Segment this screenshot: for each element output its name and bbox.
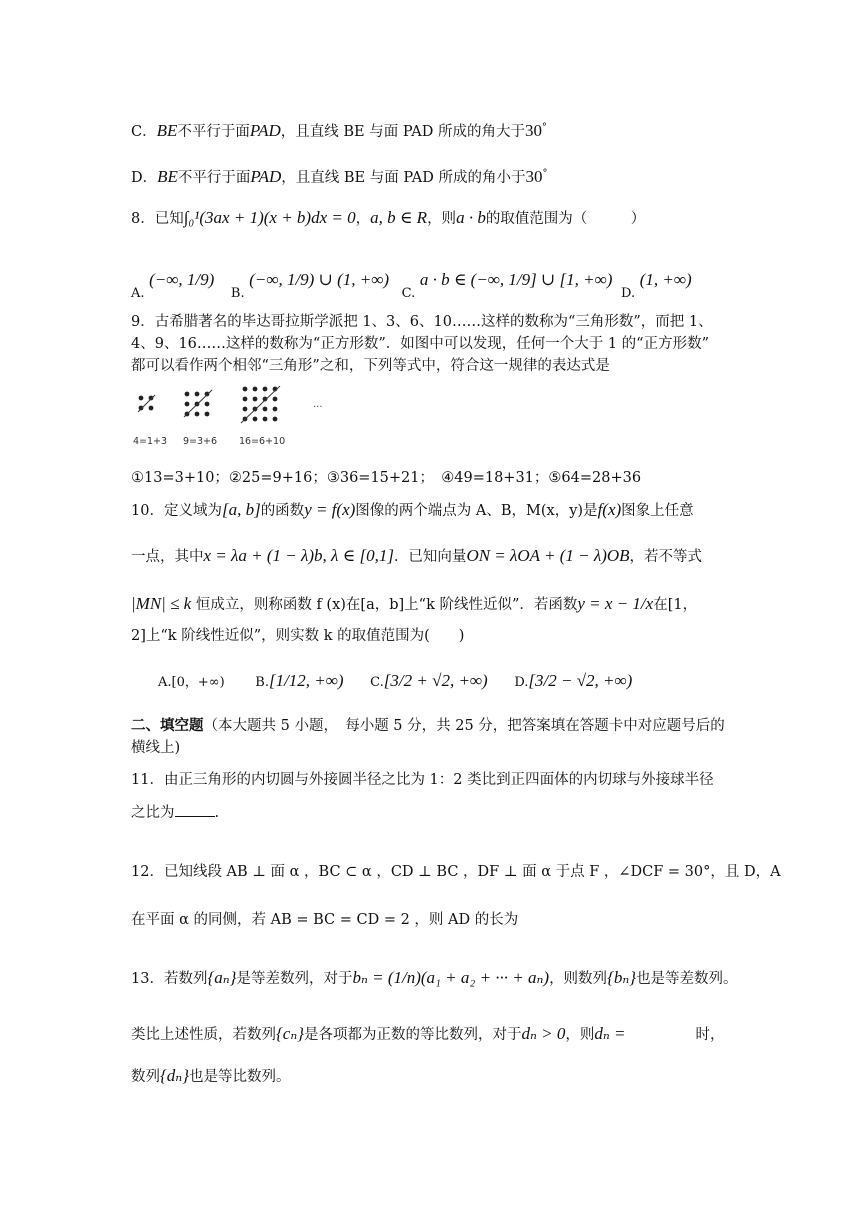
math: [a, b] (221, 500, 261, 519)
math: f(x) (597, 500, 622, 519)
text: ，则 (565, 1027, 595, 1043)
math: BE (157, 166, 178, 186)
q10-line-3 (131, 594, 697, 615)
text: ．已知向量 (393, 549, 467, 565)
integral-equation: ∫₀¹(3ax + 1)(x + b)dx = 0 (183, 208, 356, 227)
q12-line-2: 在平面 α 的同侧，若 AB = BC = CD = 2 ，则 AD 的长为 (131, 912, 519, 928)
q10-options (158, 666, 632, 696)
section-title: 二、填空题 (131, 717, 204, 734)
q12-line-1: 12．已知线段 AB ⊥ 面 α ，BC ⊂ α ，CD ⊥ BC ，DF ⊥ 面 α 于点 F ，∠DCF = 30°，且 D，A (131, 864, 781, 880)
option-label: D. (620, 286, 636, 301)
q13-line-1 (131, 968, 738, 989)
angle-value: 30 (525, 166, 543, 186)
q7-option-c (131, 118, 547, 142)
math: {dₙ} (160, 1066, 189, 1085)
text: 的函数 (260, 503, 305, 519)
text: 13．若数列 (131, 971, 208, 987)
text: 不平行于面 (177, 169, 251, 186)
q9-options: ①13=3+10；②25=9+16；③36=15+21； ④49=18+31；⑤64=28+36 (131, 470, 642, 486)
text: 图象上任意 (621, 503, 694, 519)
q10-line-2 (131, 546, 702, 567)
text: ，且直线 BE 与面 PAD 所成的角小于 (281, 169, 526, 186)
text: ，则 (427, 211, 457, 227)
math: |MN| ≤ k (131, 594, 192, 613)
q9-line-3: 都可以看作两个相邻“三角形”之和，下列等式中，符合这一规律的表达式是 (131, 358, 610, 374)
figure-label: 9=3+6 (183, 436, 218, 447)
option-d: [3/2 − √2, +∞) (528, 671, 633, 690)
degree-mark: ° (541, 122, 547, 133)
answer-blank[interactable] (175, 802, 215, 817)
option-label: C． (131, 123, 157, 140)
q10-line-1 (131, 500, 694, 521)
vector-equation: ON = λOA + (1 − λ)OB (466, 546, 630, 565)
text: ，则数列 (549, 971, 608, 987)
math: dₙ = (594, 1024, 626, 1043)
text: ，且直线 BE 与面 PAD 所成的角大于 (280, 123, 525, 140)
section-2-header (131, 716, 725, 736)
q13-line-2 (131, 1024, 725, 1045)
figure-label: 4=1+3 (133, 436, 168, 447)
math: bₙ = (1/n)(a₁ + a₂ + ··· + aₙ) (352, 968, 550, 987)
text: 也是等比数列。 (189, 1069, 291, 1085)
figure-label: 16=6+10 (239, 436, 286, 447)
option-b: (−∞, 1/9) ∪ (1, +∞) (249, 270, 389, 289)
text: 数列 (131, 1069, 160, 1085)
math: y = f(x) (304, 500, 356, 519)
q11-line-1: 11．由正三角形的内切圆与外接圆半径之比为 1：2 类比到正四面体的内切球与外接球半径 (131, 772, 714, 788)
math: PAD (250, 166, 282, 186)
math: a, b ∈ R (370, 208, 428, 227)
text: 之比为 (131, 805, 175, 821)
q9-line-1: 9．古希腊著名的毕达哥拉斯学派把 1、3、6、10……这样的数称为“三角形数”，而把 1、 (131, 314, 713, 330)
figure-ellipsis: ··· (313, 402, 323, 413)
q8-stem (131, 208, 645, 229)
text: 也是等差数列。 (636, 971, 738, 987)
text: 不平行于面 (177, 123, 250, 140)
text: 在[1， (653, 597, 698, 613)
option-label: D. (514, 675, 529, 690)
text: 是等差数列，对于 (236, 971, 353, 987)
q10-line-4: 2]上“k 阶线性近似”，则实数 k 的取值范围为( ) (131, 628, 465, 644)
angle-value: 30 (524, 120, 542, 140)
section-2-header-cont: 横线上) (131, 740, 181, 756)
option-label: B. (255, 675, 269, 690)
text: . (214, 805, 220, 821)
option-c: a · b ∈ (−∞, 1/9] ∪ [1, +∞) (419, 270, 613, 289)
option-label: D． (131, 169, 158, 186)
text: 是各项都为正数的等比数列，对于 (304, 1027, 522, 1043)
text: 类比上述性质，若数列 (131, 1027, 276, 1043)
text: 图像的两个端点为 A、B，M(x，y)是 (355, 503, 598, 519)
math: x = λa + (1 − λ)b, λ ∈ [0,1] (203, 546, 394, 565)
math: {cₙ} (276, 1024, 305, 1043)
option-label: C. (401, 286, 416, 301)
option-b: [1/12, +∞) (268, 671, 344, 690)
text: 8．已知 (131, 211, 184, 227)
option-label: B. (230, 286, 245, 301)
text: 一点，其中 (131, 549, 204, 565)
option-a: A.[0，+∞) (158, 675, 225, 690)
dot-pattern-diagram (131, 386, 331, 452)
degree-mark: ° (542, 168, 548, 179)
text: 时， (695, 1027, 725, 1043)
math: dₙ > 0 (521, 1024, 566, 1043)
q9-line-2: 4、9、16……这样的数称为“正方形数”．如图中可以发现，任何一个大于 1 的“正方形数” (131, 336, 709, 352)
math: {bₙ} (607, 968, 637, 987)
q13-line-3 (131, 1066, 291, 1087)
option-label: C. (370, 675, 384, 690)
section-description: （本大题共 5 小题， 每小题 5 分，共 25 分，把答案填在答题卡中对应题号后的 (203, 718, 725, 734)
math: PAD (249, 120, 281, 140)
math: y = x − 1/x (577, 594, 654, 613)
option-d: (1, +∞) (639, 270, 692, 289)
text: 的取值范围为（ ） (485, 211, 646, 227)
text: 10．定义域为 (131, 503, 222, 519)
math: {aₙ} (207, 968, 237, 987)
math: a · b (456, 208, 486, 227)
q7-option-d (131, 164, 547, 188)
math: BE (156, 120, 178, 140)
text: ， (355, 211, 371, 227)
square-number-figure (131, 386, 331, 452)
option-label: A. (131, 286, 145, 301)
text: ，若不等式 (629, 549, 703, 565)
option-a: (−∞, 1/9) (149, 270, 215, 289)
q11-line-2 (131, 802, 219, 823)
text: 恒成立，则称函数 f (x)在[a，b]上“k 阶线性近似”．若函数 (191, 597, 578, 613)
option-c: [3/2 + √2, +∞) (383, 671, 488, 690)
q8-options (131, 258, 692, 302)
